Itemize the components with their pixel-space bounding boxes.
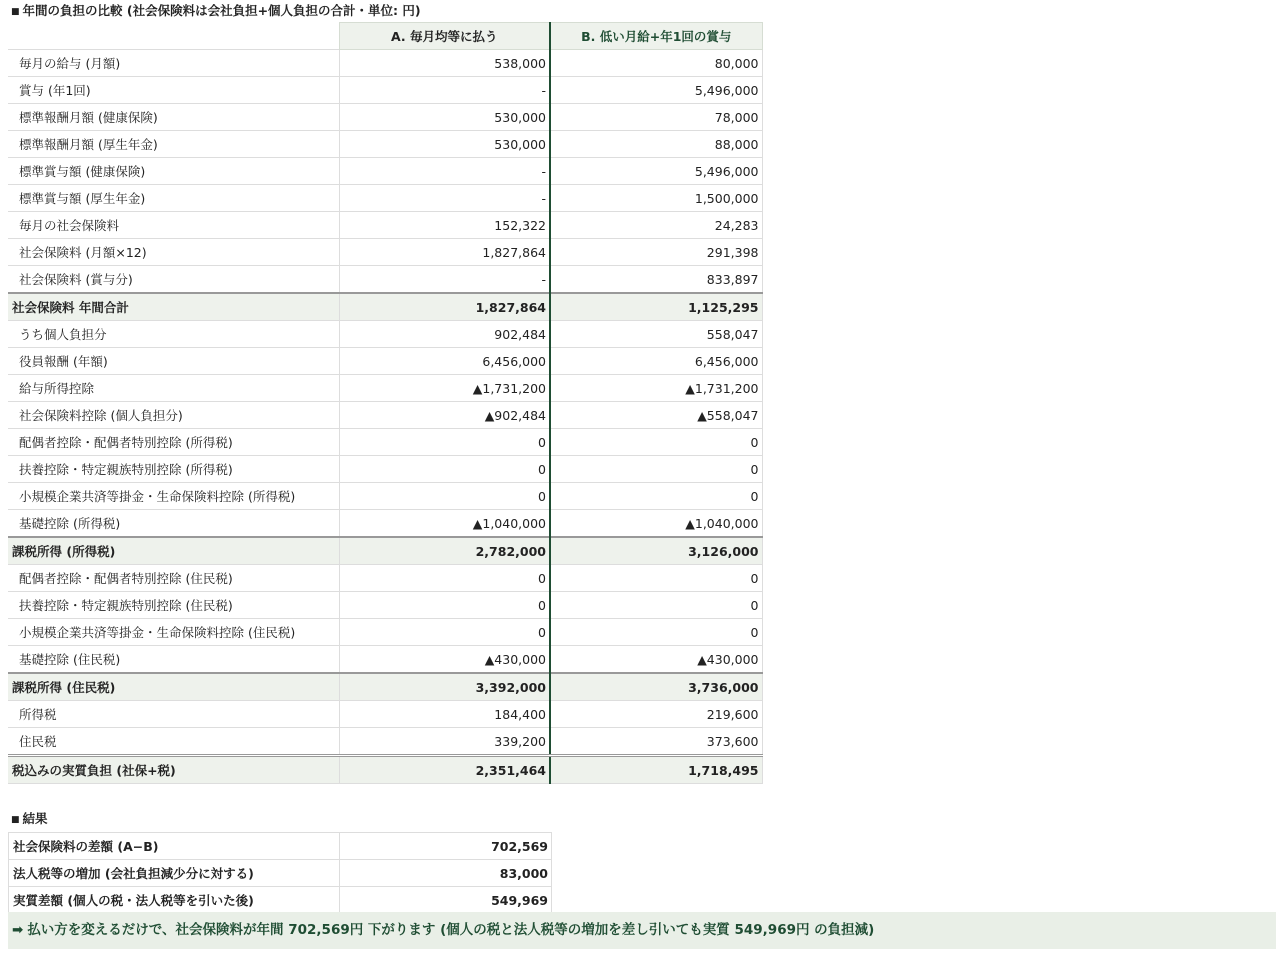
table-row — [8, 728, 762, 756]
result-value: 549,969 — [340, 887, 552, 914]
row-label: 扶養控除・特定親族特別控除 (住民税) — [8, 592, 339, 619]
value-col-b: 0 — [550, 429, 762, 456]
table-row — [8, 592, 762, 619]
conclusion-banner — [8, 912, 1276, 949]
comparison-header-row — [8, 23, 762, 50]
result-title: ■ 結果 — [11, 811, 48, 826]
row-label: 毎月の給与 (月額) — [8, 50, 339, 77]
table-row — [8, 104, 762, 131]
table-row — [8, 266, 762, 294]
value-col-b: ▲430,000 — [550, 646, 762, 674]
row-label: 賞与 (年1回) — [8, 77, 339, 104]
row-label: 基礎控除 (住民税) — [8, 646, 339, 674]
row-label: 所得税 — [8, 701, 339, 728]
table-row — [8, 456, 762, 483]
table-row — [8, 158, 762, 185]
value-col-a: 0 — [339, 456, 550, 483]
subtotal-row — [8, 673, 762, 701]
result-row — [9, 887, 552, 914]
table-row — [8, 321, 762, 348]
comparison-table — [8, 22, 763, 784]
table-row — [8, 185, 762, 212]
row-label: 標準報酬月額 (健康保険) — [8, 104, 339, 131]
conclusion-text: 払い方を変えるだけで、社会保険料が年間 702,569円 下がります (個人の税と法人税等の増加を差し引いても実質 549,969円 の負担減) — [27, 922, 875, 938]
result-value: 702,569 — [340, 833, 552, 860]
row-label: 標準賞与額 (健康保険) — [8, 158, 339, 185]
value-col-b: 0 — [550, 592, 762, 619]
value-col-b: 1,500,000 — [550, 185, 762, 212]
result-row — [9, 833, 552, 860]
value-col-b: 558,047 — [550, 321, 762, 348]
value-col-b: 0 — [550, 483, 762, 510]
value-col-b: 0 — [550, 456, 762, 483]
value-col-a: ▲430,000 — [339, 646, 550, 674]
value-col-b: ▲1,731,200 — [550, 375, 762, 402]
value-col-a: 0 — [339, 592, 550, 619]
comparison-title: ■ 年間の負担の比較 (社会保険料は会社負担+個人負担の合計・単位: 円) — [11, 3, 421, 18]
table-row — [8, 429, 762, 456]
value-col-a: 152,322 — [339, 212, 550, 239]
result-row — [9, 860, 552, 887]
value-col-a: - — [339, 266, 550, 294]
comparison-body — [8, 50, 762, 784]
row-label: 小規模企業共済等掛金・生命保険料控除 (所得税) — [8, 483, 339, 510]
table-row — [8, 510, 762, 538]
table-row — [8, 646, 762, 674]
value-col-a: 2,782,000 — [339, 537, 550, 565]
header-blank-cell — [8, 23, 339, 50]
table-row — [8, 212, 762, 239]
row-label: 社会保険料 (賞与分) — [8, 266, 339, 294]
value-col-a: 538,000 — [339, 50, 550, 77]
value-col-a: 0 — [339, 619, 550, 646]
row-label: 課税所得 (住民税) — [8, 673, 339, 701]
value-col-a: 1,827,864 — [339, 293, 550, 321]
value-col-a: 2,351,464 — [339, 756, 550, 784]
value-col-b: 88,000 — [550, 131, 762, 158]
result-label: 社会保険料の差額 (A−B) — [9, 833, 340, 860]
result-label: 法人税等の増加 (会社負担減少分に対する) — [9, 860, 340, 887]
value-col-b: 219,600 — [550, 701, 762, 728]
value-col-a: 184,400 — [339, 701, 550, 728]
table-row — [8, 77, 762, 104]
row-label: 配偶者控除・配偶者特別控除 (住民税) — [8, 565, 339, 592]
value-col-a: - — [339, 185, 550, 212]
value-col-a: - — [339, 158, 550, 185]
row-label: 小規模企業共済等掛金・生命保険料控除 (住民税) — [8, 619, 339, 646]
table-row — [8, 701, 762, 728]
value-col-b: ▲558,047 — [550, 402, 762, 429]
header-col-b: B. 低い月給+年1回の賞与 — [550, 23, 762, 50]
value-col-b: 291,398 — [550, 239, 762, 266]
value-col-b: 1,125,295 — [550, 293, 762, 321]
value-col-b: 5,496,000 — [550, 158, 762, 185]
value-col-a: ▲902,484 — [339, 402, 550, 429]
value-col-b: 0 — [550, 619, 762, 646]
value-col-a: ▲1,040,000 — [339, 510, 550, 538]
grand-total-row — [8, 756, 762, 784]
value-col-a: - — [339, 77, 550, 104]
row-label: 社会保険料 (月額×12) — [8, 239, 339, 266]
table-row — [8, 619, 762, 646]
value-col-a: 530,000 — [339, 104, 550, 131]
value-col-a: 339,200 — [339, 728, 550, 756]
row-label: 課税所得 (所得税) — [8, 537, 339, 565]
row-label: 社会保険料 年間合計 — [8, 293, 339, 321]
row-label: 住民税 — [8, 728, 339, 756]
row-label: 役員報酬 (年額) — [8, 348, 339, 375]
row-label: 標準賞与額 (厚生年金) — [8, 185, 339, 212]
row-label: 標準報酬月額 (厚生年金) — [8, 131, 339, 158]
table-row — [8, 50, 762, 77]
value-col-b: 3,736,000 — [550, 673, 762, 701]
square-bullet-icon: ■ — [11, 815, 20, 825]
row-label: 配偶者控除・配偶者特別控除 (所得税) — [8, 429, 339, 456]
value-col-a: 0 — [339, 565, 550, 592]
value-col-b: 1,718,495 — [550, 756, 762, 784]
value-col-a: 0 — [339, 429, 550, 456]
table-row — [8, 131, 762, 158]
value-col-b: 78,000 — [550, 104, 762, 131]
table-row — [8, 402, 762, 429]
table-row — [8, 239, 762, 266]
arrow-right-icon: ➡ — [12, 922, 24, 938]
value-col-a: 902,484 — [339, 321, 550, 348]
row-label: 毎月の社会保険料 — [8, 212, 339, 239]
header-col-a: A. 毎月均等に払う — [339, 23, 550, 50]
row-label: 基礎控除 (所得税) — [8, 510, 339, 538]
value-col-b: 3,126,000 — [550, 537, 762, 565]
row-label: 給与所得控除 — [8, 375, 339, 402]
value-col-a: ▲1,731,200 — [339, 375, 550, 402]
value-col-b: 5,496,000 — [550, 77, 762, 104]
row-label: うち個人負担分 — [8, 321, 339, 348]
result-table — [8, 832, 552, 914]
table-row — [8, 348, 762, 375]
table-row — [8, 375, 762, 402]
value-col-b: 373,600 — [550, 728, 762, 756]
subtotal-row — [8, 293, 762, 321]
row-label: 扶養控除・特定親族特別控除 (所得税) — [8, 456, 339, 483]
value-col-b: 6,456,000 — [550, 348, 762, 375]
row-label: 社会保険料控除 (個人負担分) — [8, 402, 339, 429]
value-col-a: 530,000 — [339, 131, 550, 158]
row-label: 税込みの実質負担 (社保+税) — [8, 756, 339, 784]
value-col-b: 80,000 — [550, 50, 762, 77]
square-bullet-icon: ■ — [11, 7, 20, 17]
table-row — [8, 483, 762, 510]
value-col-a: 0 — [339, 483, 550, 510]
value-col-b: 24,283 — [550, 212, 762, 239]
value-col-a: 3,392,000 — [339, 673, 550, 701]
value-col-b: ▲1,040,000 — [550, 510, 762, 538]
value-col-b: 833,897 — [550, 266, 762, 294]
value-col-a: 6,456,000 — [339, 348, 550, 375]
result-value: 83,000 — [340, 860, 552, 887]
table-row — [8, 565, 762, 592]
value-col-b: 0 — [550, 565, 762, 592]
result-body — [9, 833, 552, 914]
subtotal-row — [8, 537, 762, 565]
result-label: 実質差額 (個人の税・法人税等を引いた後) — [9, 887, 340, 914]
value-col-a: 1,827,864 — [339, 239, 550, 266]
